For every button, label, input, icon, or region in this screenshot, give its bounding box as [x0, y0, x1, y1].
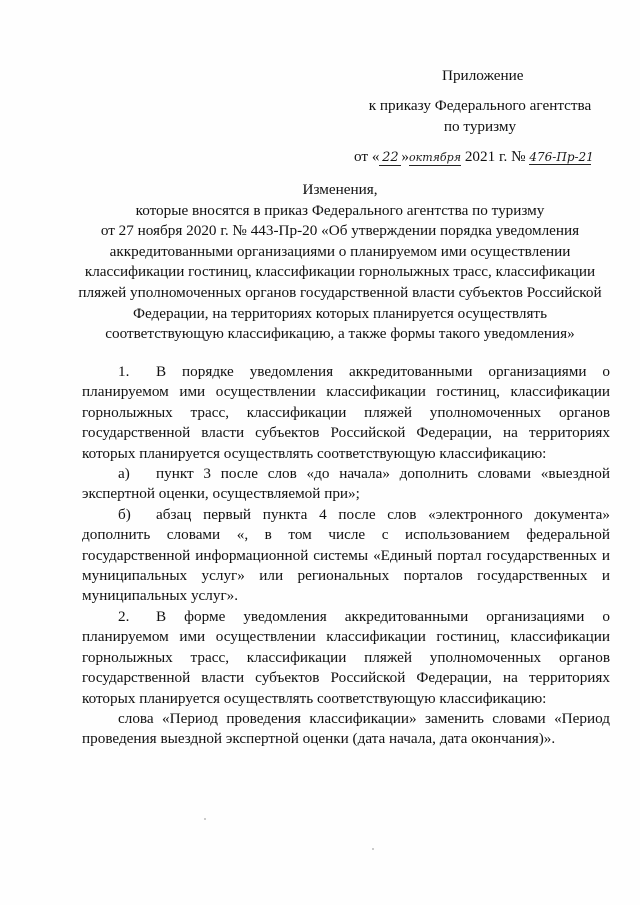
item-1-number: 1. [118, 363, 130, 380]
title-line-1: Изменения, [302, 181, 378, 198]
item-1a-text: пункт 3 после слов «до начала» дополнить словами «выездной экспертной оценки, осуществляемой при»; [82, 465, 610, 503]
order-date-line [354, 147, 634, 167]
order-number-handwritten: 476-Пр-21 [529, 150, 594, 164]
title-line-7: Федерации, на территориях которых планируется осуществлять [133, 304, 547, 322]
item-1-text: В порядке уведомления аккредитованными организациями о планируемом ими осуществлении классификации гостиниц, классификации горнолыжных трасс, классификации пляжей уполномоченных органов государственной власти субъектов Российской Федерации, на территориях которых планируется осуществлять соответствующую классификацию: [82, 363, 610, 462]
scan-speck [372, 848, 374, 850]
item-1 [82, 362, 610, 464]
title-line-4: аккредитованными организациями о планируемом ими осуществлении [109, 242, 571, 260]
item-2-text: В форме уведомления аккредитованными организациями о планируемом ими осуществлении классификации гостиниц, классификации горнолыжных трасс, классификации пляжей уполномоченных органов государственной власти субъектов Российской Федерации, на территориях которых планируется осуществлять соответствующую классификацию: [82, 607, 610, 707]
title-line-5: классификации гостиниц, классификации горнолыжных трасс, классификации [84, 263, 596, 281]
title-line-2: которые вносятся в приказ Федерального агентства по туризму [135, 201, 545, 219]
title-line-6: пляжей уполномоченных органов государственной власти субъектов Российской [78, 283, 602, 301]
item-2-number: 2. [118, 607, 130, 625]
item-1b-text: абзац первый пункта 4 после слов «электронного документа» дополнить словами «, в том числе с использованием федеральной государственной информационной системы «Единый портал государственных и муниципальных услуг» или региональных порталов государственных и муниципальных услуг». [82, 505, 610, 605]
title-line-3: от 27 ноября 2020 г. № 443-Пр-20 «Об утверждении порядка уведомления [100, 222, 580, 240]
date-prefix: от « [354, 148, 380, 165]
document-body [82, 362, 610, 750]
title-line-8: соответствующую классификацию, а также формы такого уведомления» [105, 325, 575, 343]
document-title [60, 180, 620, 345]
date-month-handwritten: октября [409, 151, 461, 164]
item-1b [82, 505, 610, 607]
date-mid: » [401, 148, 410, 165]
annex-label: Приложение [442, 67, 524, 84]
scan-speck [204, 818, 206, 820]
annex-order-line1: к приказу Федерального агентства [368, 97, 592, 114]
item-2 [82, 607, 610, 709]
item-1a [82, 464, 610, 505]
item-1a-label: а) [118, 465, 130, 483]
date-year: 2021 г. № [464, 148, 526, 165]
item-2-subparagraph: слова «Период проведения классификации» заменить словами «Период проведения выездной экспертной оценки (дата начала, дата окончания)». [82, 709, 610, 748]
item-1b-label: б) [118, 505, 131, 523]
annex-order-line2: по туризму [443, 118, 517, 135]
date-day-handwritten: 22 [379, 151, 401, 166]
